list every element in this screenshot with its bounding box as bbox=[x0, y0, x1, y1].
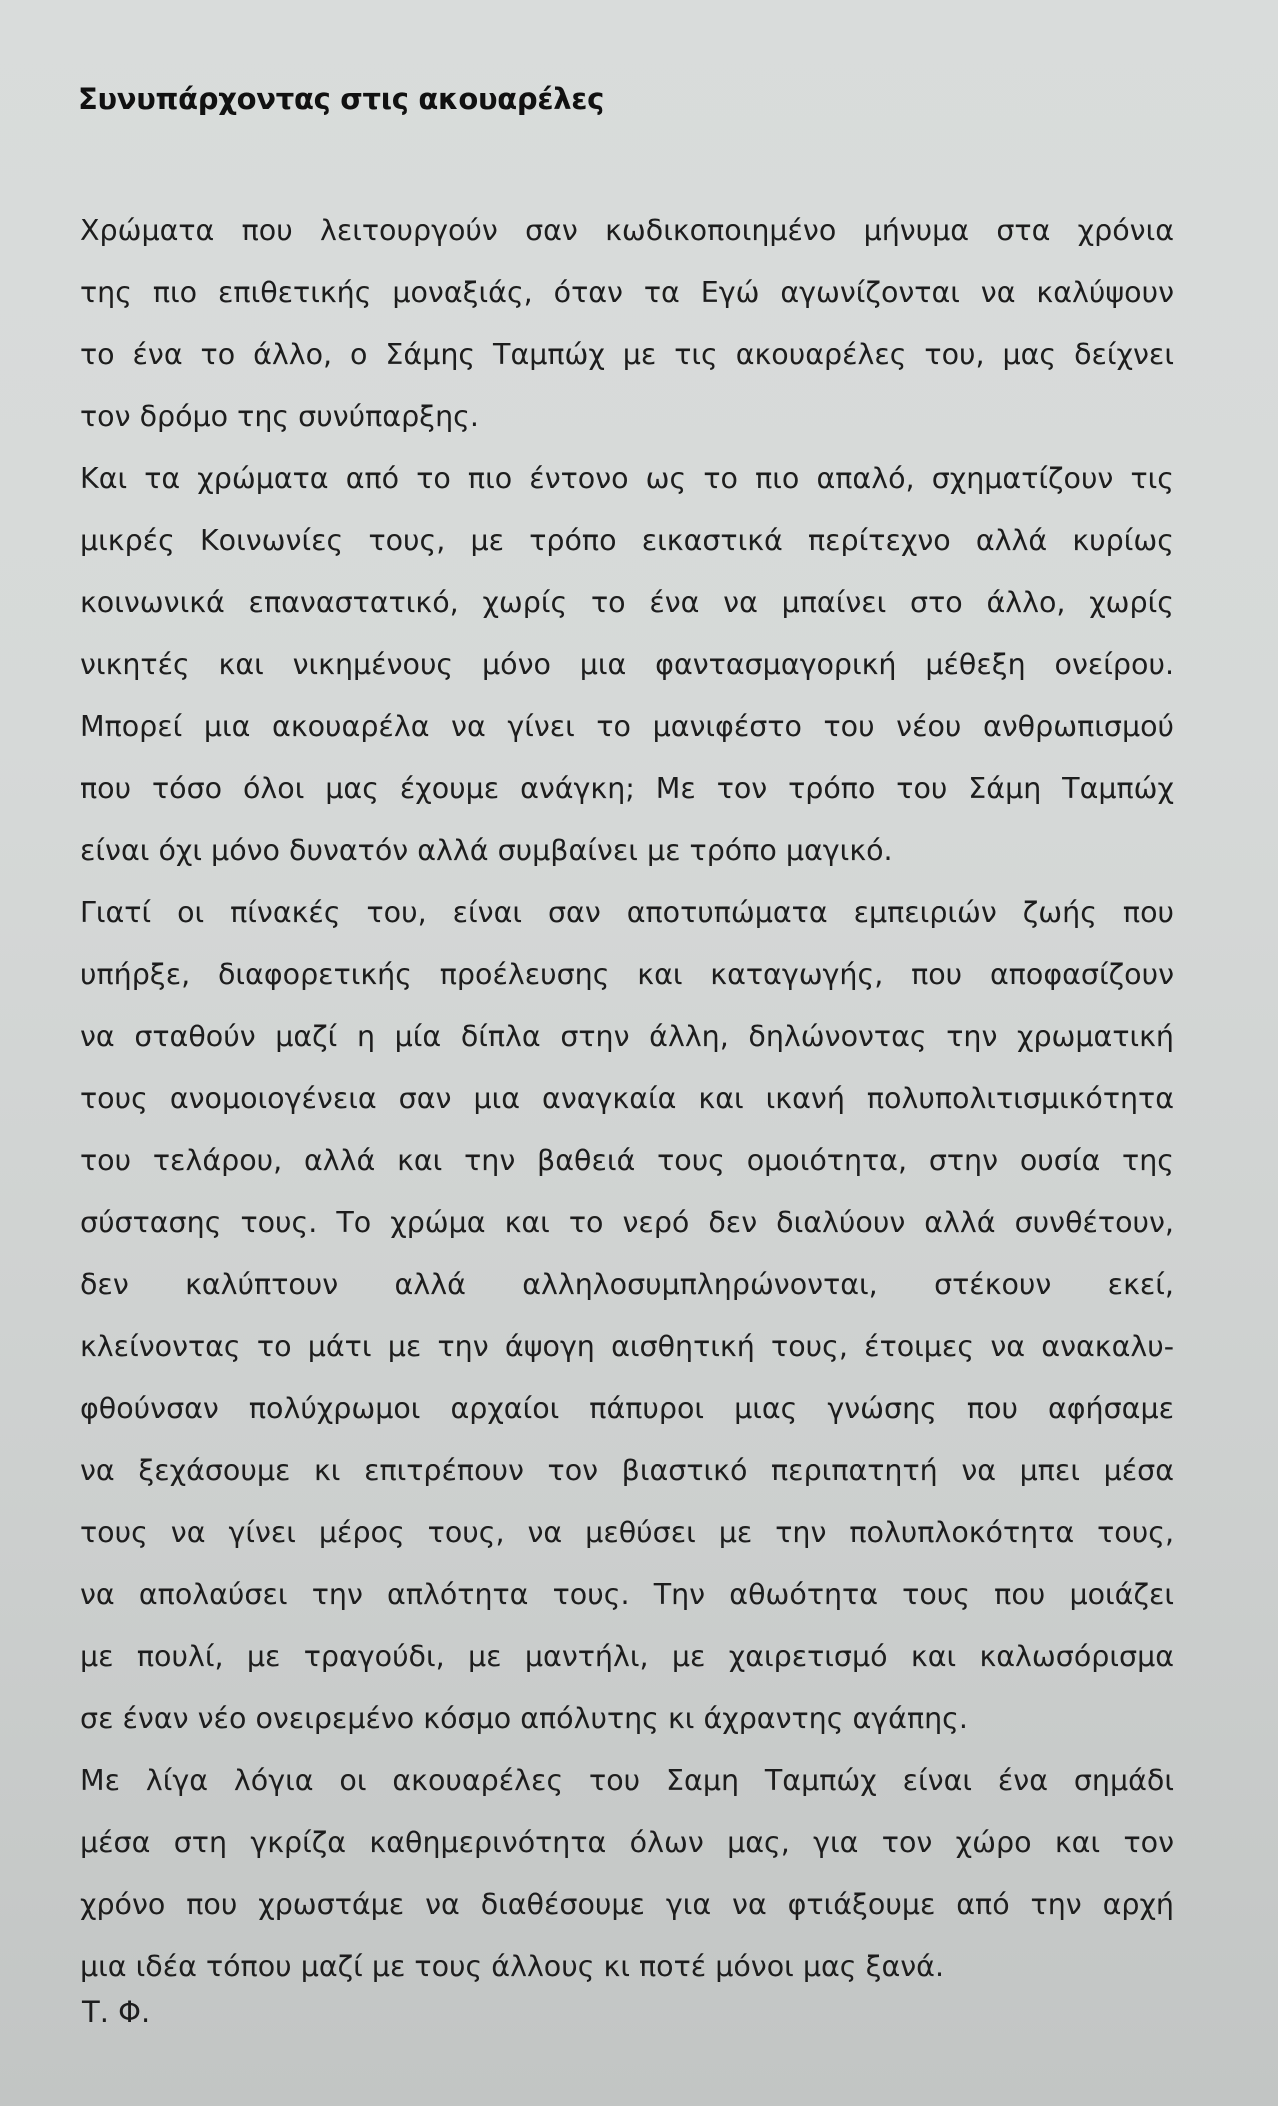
body-line: σύστασης τους. Το χρώμα και το νερό δεν διαλύουν αλλά συνθέτουν, bbox=[80, 1206, 1174, 1239]
body-line: είναι όχι μόνο δυνατόν αλλά συμβαίνει με τρόπο μαγικό. bbox=[80, 834, 893, 867]
body-line: να απολαύσει την απλότητα τους. Την αθωότητα τους που μοιάζει bbox=[80, 1578, 1174, 1611]
body-line: κοινωνικά επαναστατικό, χωρίς το ένα να μπαίνει στο άλλο, χωρίς bbox=[80, 586, 1174, 619]
body-line: της πιο επιθετικής μοναξιάς, όταν τα Εγώ αγωνίζονται να καλύψουν bbox=[80, 276, 1174, 309]
body-line: υπήρξε, διαφορετικής προέλευσης και καταγωγής, που αποφασίζουν bbox=[80, 958, 1174, 991]
body-line: τους να γίνει μέρος τους, να μεθύσει με την πολυπλοκότητα τους, bbox=[80, 1516, 1174, 1549]
body-line: μέσα στη γκρίζα καθημερινότητα όλων μας, για τον χώρο και τον bbox=[80, 1826, 1174, 1859]
body-line: με πουλί, με τραγούδι, με μαντήλι, με χαιρετισμό και καλωσόρισμα bbox=[80, 1640, 1174, 1673]
body-line: δεν καλύπτουν αλλά αλληλοσυμπληρώνονται, στέκουν εκεί, bbox=[80, 1268, 1174, 1301]
body-line: Χρώματα που λειτουργούν σαν κωδικοποιημένο μήνυμα στα χρόνια bbox=[80, 214, 1174, 247]
body-line: τον δρόμο της συνύπαρξης. bbox=[80, 400, 479, 433]
body-line: φθούνσαν πολύχρωμοι αρχαίοι πάπυροι μιας γνώσης που αφήσαμε bbox=[80, 1392, 1174, 1425]
body-line: τους ανομοιογένεια σαν μια αναγκαία και ικανή πολυπολιτισμικότητα bbox=[80, 1082, 1174, 1115]
body-line: Με λίγα λόγια οι ακουαρέλες του Σαμη Ταμπώχ είναι ένα σημάδι bbox=[80, 1764, 1174, 1797]
body-line: Και τα χρώματα από το πιο έντονο ως το πιο απαλό, σχηματίζουν τις bbox=[80, 462, 1174, 495]
body-line: του τελάρου, αλλά και την βαθειά τους ομοιότητα, στην ουσία της bbox=[80, 1144, 1174, 1177]
body-line: χρόνο που χρωστάμε να διαθέσουμε για να φτιάξουμε από την αρχή bbox=[80, 1888, 1174, 1921]
body-line: μια ιδέα τόπου μαζί με τους άλλους κι ποτέ μόνοι μας ξανά. bbox=[80, 1950, 945, 1983]
body-line: που τόσο όλοι μας έχουμε ανάγκη; Με τον τρόπο του Σάμη Ταμπώχ bbox=[80, 772, 1174, 805]
body-line: το ένα το άλλο, ο Σάμης Ταμπώχ με τις ακουαρέλες του, μας δείχνει bbox=[80, 338, 1174, 371]
body-line: σε έναν νέο ονειρεμένο κόσμο απόλυτης κι άχραντης αγάπης. bbox=[80, 1702, 968, 1735]
body-line: κλείνοντας το μάτι με την άψογη αισθητική τους, έτοιμες να ανακαλυ- bbox=[80, 1330, 1174, 1363]
body-line: να σταθούν μαζί η μία δίπλα στην άλλη, δηλώνοντας την χρωματική bbox=[80, 1020, 1174, 1053]
body-line: μικρές Κοινωνίες τους, με τρόπο εικαστικά περίτεχνο αλλά κυρίως bbox=[80, 524, 1174, 557]
document-body bbox=[80, 200, 1174, 1998]
author-signature: Τ. Φ. bbox=[82, 1995, 151, 2029]
document-title: Συνυπάρχοντας στις ακουαρέλες bbox=[78, 82, 604, 116]
body-line: να ξεχάσουμε κι επιτρέπουν τον βιαστικό περιπατητή να μπει μέσα bbox=[80, 1454, 1174, 1487]
body-line: Γιατί οι πίνακές του, είναι σαν αποτυπώματα εμπειριών ζωής που bbox=[80, 896, 1174, 929]
body-line: Μπορεί μια ακουαρέλα να γίνει το μανιφέστο του νέου ανθρωπισμού bbox=[80, 710, 1174, 743]
body-line: νικητές και νικημένους μόνο μια φαντασμαγορική μέθεξη ονείρου. bbox=[80, 648, 1174, 681]
